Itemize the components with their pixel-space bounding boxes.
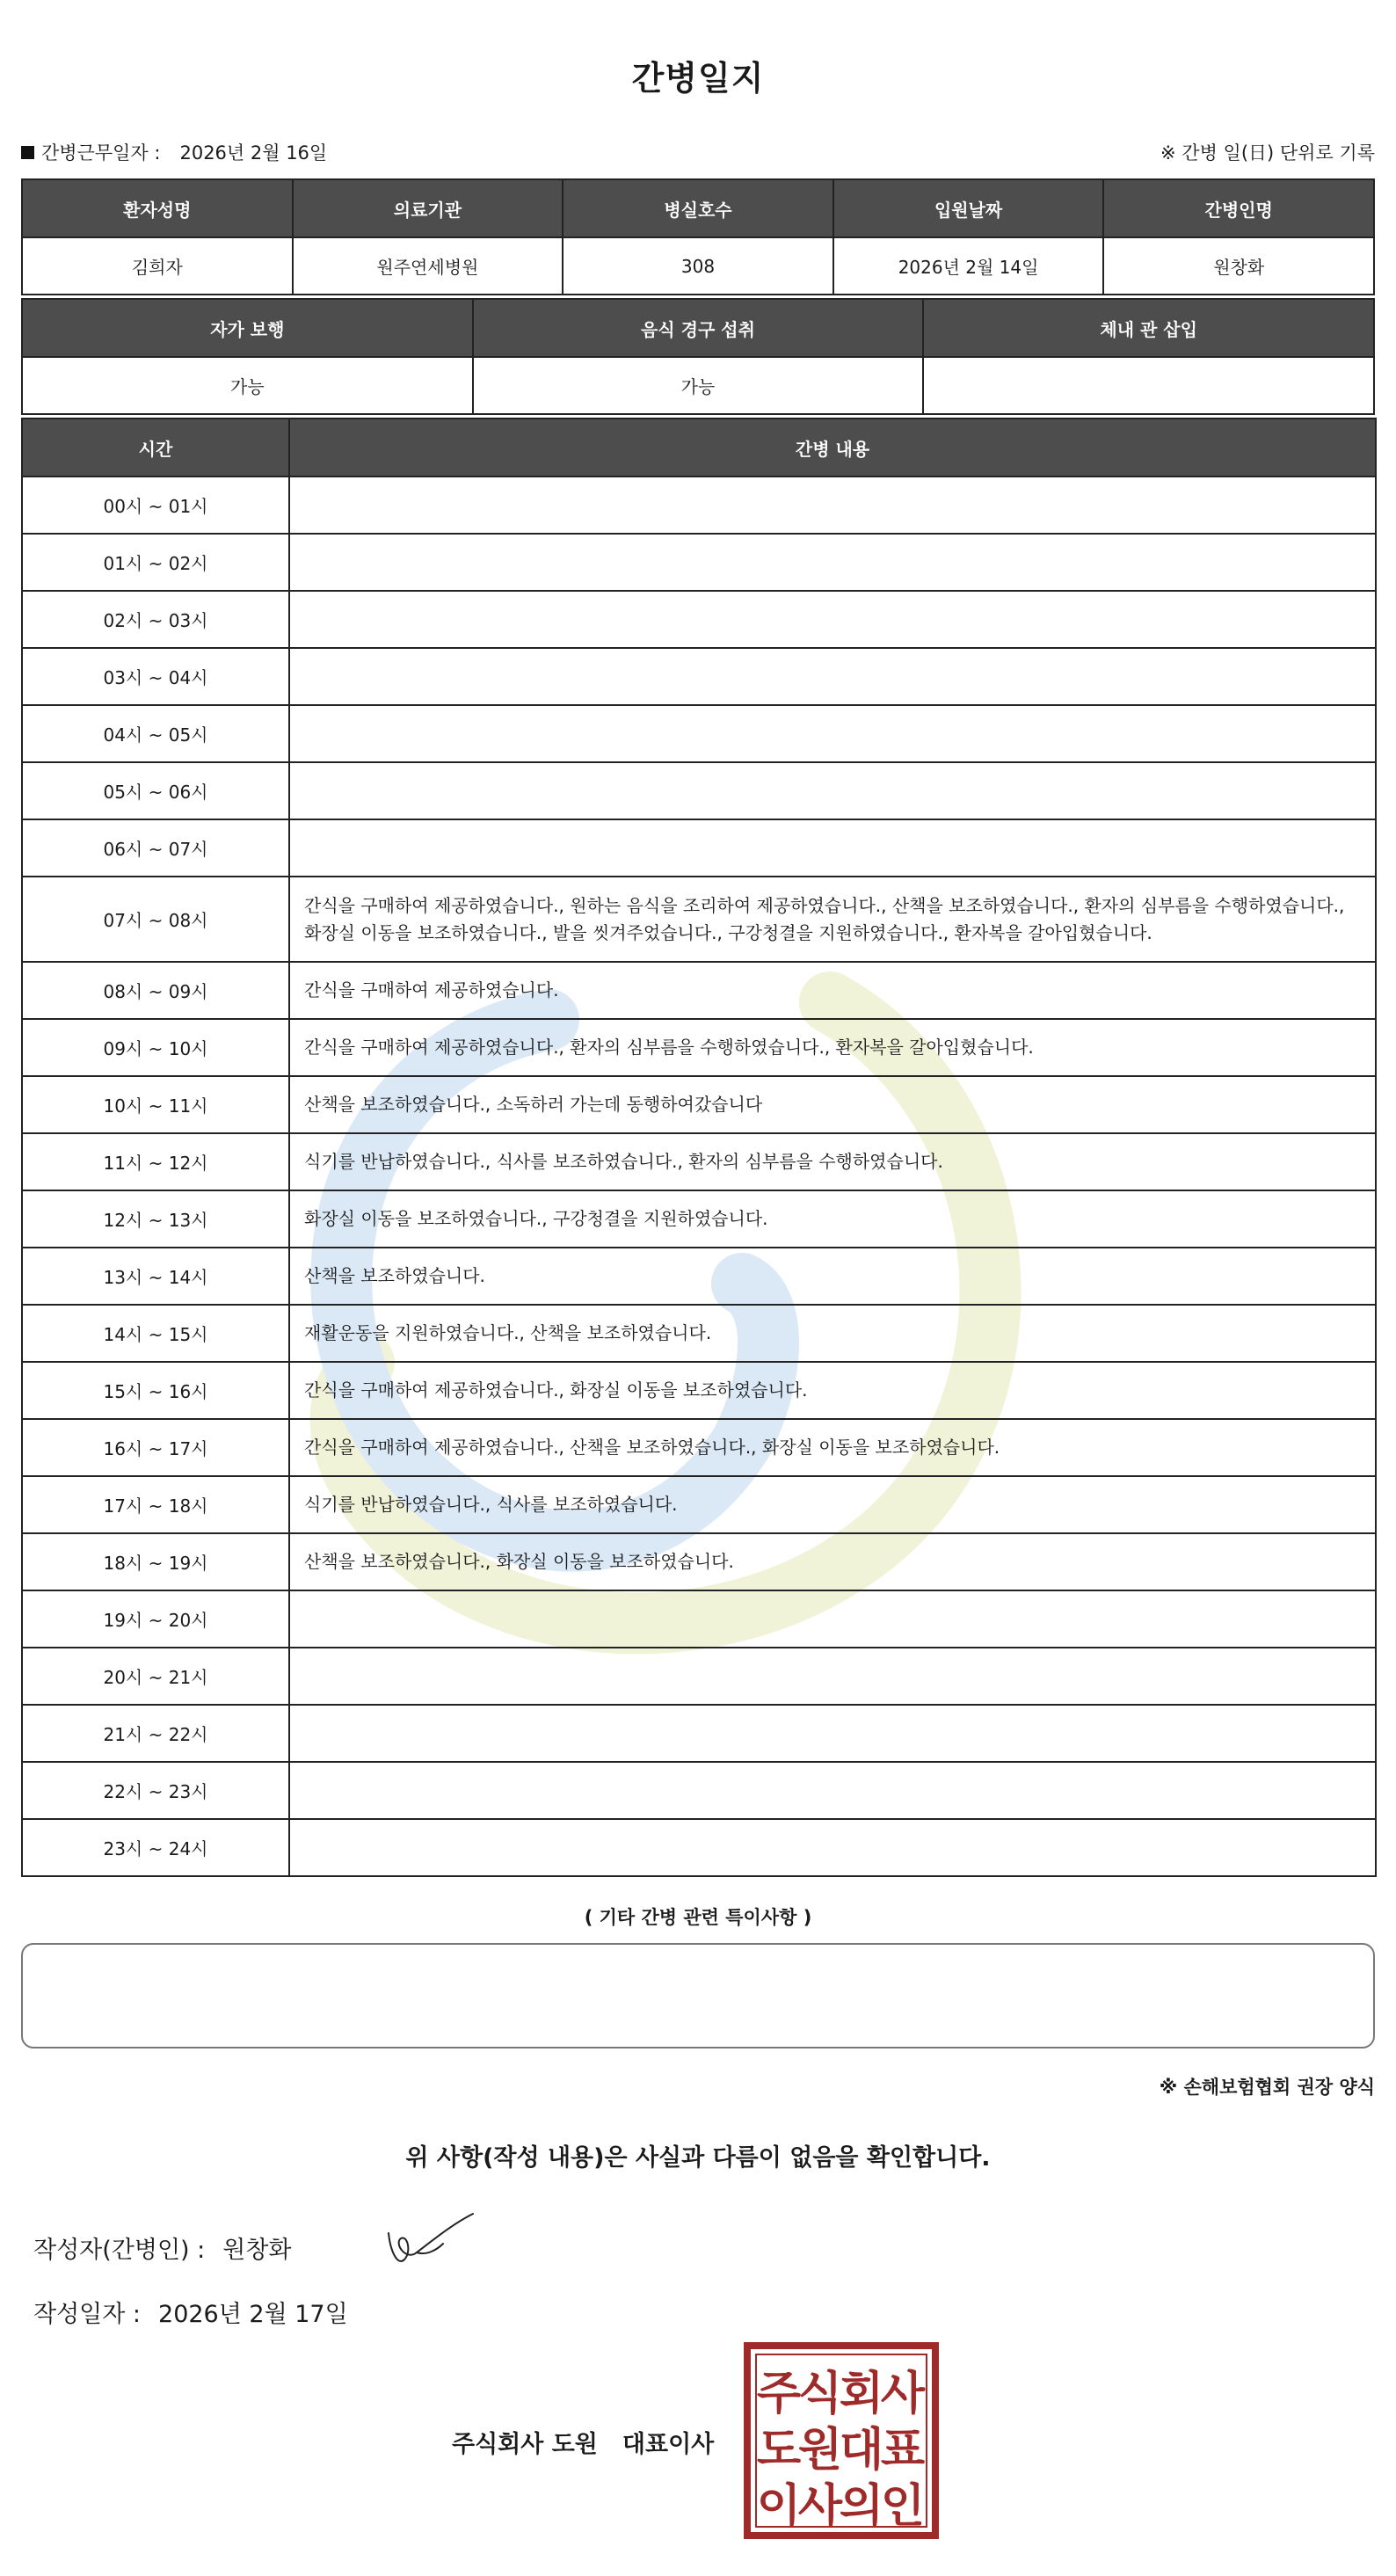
log-time-cell: 17시 ~ 18시 <box>22 1476 289 1533</box>
seal-character: 사 <box>797 2480 843 2533</box>
work-date <box>21 139 327 165</box>
written-date-label: 작성일자 : <box>33 2301 142 2328</box>
caregiving-log-page <box>21 0 1375 2576</box>
log-content-cell: 간식을 구매하여 제공하였습니다., 화장실 이동을 보조하였습니다. <box>289 1362 1376 1419</box>
log-row <box>22 1819 1376 1876</box>
log-row <box>22 1762 1376 1819</box>
log-content-cell <box>289 1819 1376 1876</box>
log-row <box>22 591 1376 648</box>
log-content-cell: 간식을 구매하여 제공하였습니다., 원하는 음식을 조리하여 제공하였습니다., 산책을 보조하였습니다., 환자의 심부름을 수행하였습니다., 화장실 이동을 보조하였습니다., 발을 씻겨주었습니다., 구강청결을 지원하였습니다., 환자복을 갈아입혔습니다. <box>289 877 1376 962</box>
log-row <box>22 477 1376 534</box>
log-content-cell <box>289 1762 1376 1819</box>
tube-insertion-value <box>923 357 1374 414</box>
time-column-header: 시간 <box>22 418 289 477</box>
seal-character: 회 <box>839 2368 884 2420</box>
recommended-form-note: ※ 손해보험협회 권장 양식 <box>1159 2077 1375 2098</box>
log-content-cell: 재활운동을 지원하였습니다., 산책을 보조하였습니다. <box>289 1305 1376 1362</box>
seal-character: 주 <box>756 2368 802 2420</box>
log-row <box>22 1648 1376 1705</box>
log-row <box>22 1419 1376 1476</box>
seal-character: 대 <box>839 2424 884 2477</box>
log-row <box>22 1476 1376 1533</box>
log-time-cell: 19시 ~ 20시 <box>22 1590 289 1648</box>
work-date-value: 2026년 2월 16일 <box>179 142 328 164</box>
patient-name-header: 환자성명 <box>22 179 293 237</box>
log-row <box>22 762 1376 819</box>
log-time-cell: 11시 ~ 12시 <box>22 1133 289 1190</box>
writer-name: 원창화 <box>222 2237 292 2264</box>
room-number-header: 병실호수 <box>563 179 833 237</box>
seal-character: 식 <box>797 2368 843 2420</box>
handwritten-signature <box>382 2198 487 2277</box>
seal-character: 표 <box>880 2424 926 2477</box>
log-content-cell: 산책을 보조하였습니다. <box>289 1248 1376 1305</box>
log-time-cell: 12시 ~ 13시 <box>22 1190 289 1248</box>
log-time-cell: 04시 ~ 05시 <box>22 705 289 762</box>
log-time-cell: 08시 ~ 09시 <box>22 962 289 1019</box>
log-content-cell: 식기를 반납하였습니다., 식사를 보조하였습니다. <box>289 1476 1376 1533</box>
log-row <box>22 648 1376 705</box>
seal-character: 사 <box>880 2368 926 2420</box>
log-content-cell <box>289 1648 1376 1705</box>
log-row <box>22 1076 1376 1133</box>
oral-intake-header: 음식 경구 섭취 <box>473 299 924 357</box>
hospital-header: 의료기관 <box>293 179 563 237</box>
company-role: 대표이사 <box>622 2431 715 2458</box>
log-time-cell: 07시 ~ 08시 <box>22 877 289 962</box>
log-content-cell: 식기를 반납하였습니다., 식사를 보조하였습니다., 환자의 심부름을 수행하였습니다. <box>289 1133 1376 1190</box>
special-notes-title: ( 기타 간병 관련 특이사항 ) <box>584 1907 812 1928</box>
log-row <box>22 1705 1376 1762</box>
tube-insertion-header: 체내 관 삽입 <box>923 299 1374 357</box>
log-row <box>22 1533 1376 1590</box>
seal-character: 의 <box>839 2480 884 2533</box>
log-time-cell: 21시 ~ 22시 <box>22 1705 289 1762</box>
seal-character: 원 <box>797 2424 843 2477</box>
room-number-value: 308 <box>563 237 833 295</box>
recording-unit-note: ※ 간병 일(日) 단위로 기록 <box>1160 142 1375 164</box>
log-time-cell: 01시 ~ 02시 <box>22 534 289 591</box>
written-date-value: 2026년 2월 17일 <box>158 2301 348 2328</box>
log-content-cell <box>289 1590 1376 1648</box>
log-time-cell: 10시 ~ 11시 <box>22 1076 289 1133</box>
log-time-cell: 16시 ~ 17시 <box>22 1419 289 1476</box>
hourly-log-table <box>21 418 1377 1877</box>
log-content-cell: 간식을 구매하여 제공하였습니다., 환자의 심부름을 수행하였습니다., 환자복을 갈아입혔습니다. <box>289 1019 1376 1076</box>
log-time-cell: 22시 ~ 23시 <box>22 1762 289 1819</box>
log-content-cell: 간식을 구매하여 제공하였습니다., 산책을 보조하였습니다., 화장실 이동을 보조하였습니다. <box>289 1419 1376 1476</box>
company-line <box>452 2425 714 2459</box>
log-time-cell: 13시 ~ 14시 <box>22 1248 289 1305</box>
log-content-cell <box>289 762 1376 819</box>
log-time-cell: 23시 ~ 24시 <box>22 1819 289 1876</box>
log-time-cell: 18시 ~ 19시 <box>22 1533 289 1590</box>
writer-label: 작성자(간병인) : <box>33 2237 206 2264</box>
log-content-cell <box>289 591 1376 648</box>
self-walking-header: 자가 보행 <box>22 299 473 357</box>
written-date-line <box>33 2295 348 2329</box>
self-walking-value: 가능 <box>22 357 473 414</box>
company-seal-stamp <box>742 2340 941 2541</box>
log-row <box>22 877 1376 962</box>
log-row <box>22 1248 1376 1305</box>
log-content-cell <box>289 534 1376 591</box>
log-row <box>22 819 1376 877</box>
log-time-cell: 02시 ~ 03시 <box>22 591 289 648</box>
seal-character: 도 <box>756 2424 802 2477</box>
log-time-cell: 00시 ~ 01시 <box>22 477 289 534</box>
log-time-cell: 14시 ~ 15시 <box>22 1305 289 1362</box>
confirmation-statement: 위 사항(작성 내용)은 사실과 다름이 없음을 확인합니다. <box>405 2144 991 2172</box>
square-bullet-icon <box>21 146 34 159</box>
log-content-cell: 산책을 보조하였습니다., 화장실 이동을 보조하였습니다. <box>289 1533 1376 1590</box>
work-date-label: 간병근무일자 : <box>41 142 161 164</box>
log-row <box>22 705 1376 762</box>
hospital-value: 원주연세병원 <box>293 237 563 295</box>
log-row <box>22 962 1376 1019</box>
seal-character: 이 <box>756 2480 802 2533</box>
patient-name-value: 김희자 <box>22 237 293 295</box>
special-notes-box <box>21 1943 1375 2048</box>
log-time-cell: 06시 ~ 07시 <box>22 819 289 877</box>
company-name: 주식회사 도원 <box>452 2431 598 2458</box>
log-content-cell <box>289 477 1376 534</box>
log-row <box>22 1019 1376 1076</box>
log-time-cell: 09시 ~ 10시 <box>22 1019 289 1076</box>
seal-character: 인 <box>880 2480 926 2533</box>
content-column-header: 간병 내용 <box>289 418 1376 477</box>
writer-line <box>33 2230 292 2265</box>
log-time-cell: 15시 ~ 16시 <box>22 1362 289 1419</box>
log-content-cell: 산책을 보조하였습니다., 소독하러 가는데 동행하여갔습니다 <box>289 1076 1376 1133</box>
log-content-cell <box>289 648 1376 705</box>
log-content-cell: 간식을 구매하여 제공하였습니다. <box>289 962 1376 1019</box>
patient-status-table <box>21 298 1375 415</box>
oral-intake-value: 가능 <box>473 357 924 414</box>
meta-row <box>21 139 1375 165</box>
document-title: 간병일지 <box>631 59 765 98</box>
log-row <box>22 1305 1376 1362</box>
log-content-cell <box>289 1705 1376 1762</box>
log-row <box>22 1362 1376 1419</box>
log-row <box>22 534 1376 591</box>
caregiver-name-header: 간병인명 <box>1103 179 1374 237</box>
patient-info-table <box>21 178 1375 295</box>
log-content-cell: 화장실 이동을 보조하였습니다., 구강청결을 지원하였습니다. <box>289 1190 1376 1248</box>
log-content-cell <box>289 705 1376 762</box>
log-time-cell: 20시 ~ 21시 <box>22 1648 289 1705</box>
admission-date-value: 2026년 2월 14일 <box>833 237 1104 295</box>
admission-date-header: 입원날짜 <box>833 179 1104 237</box>
log-row <box>22 1590 1376 1648</box>
log-row <box>22 1133 1376 1190</box>
log-row <box>22 1190 1376 1248</box>
log-time-cell: 03시 ~ 04시 <box>22 648 289 705</box>
caregiver-name-value: 원창화 <box>1103 237 1374 295</box>
log-content-cell <box>289 819 1376 877</box>
log-time-cell: 05시 ~ 06시 <box>22 762 289 819</box>
